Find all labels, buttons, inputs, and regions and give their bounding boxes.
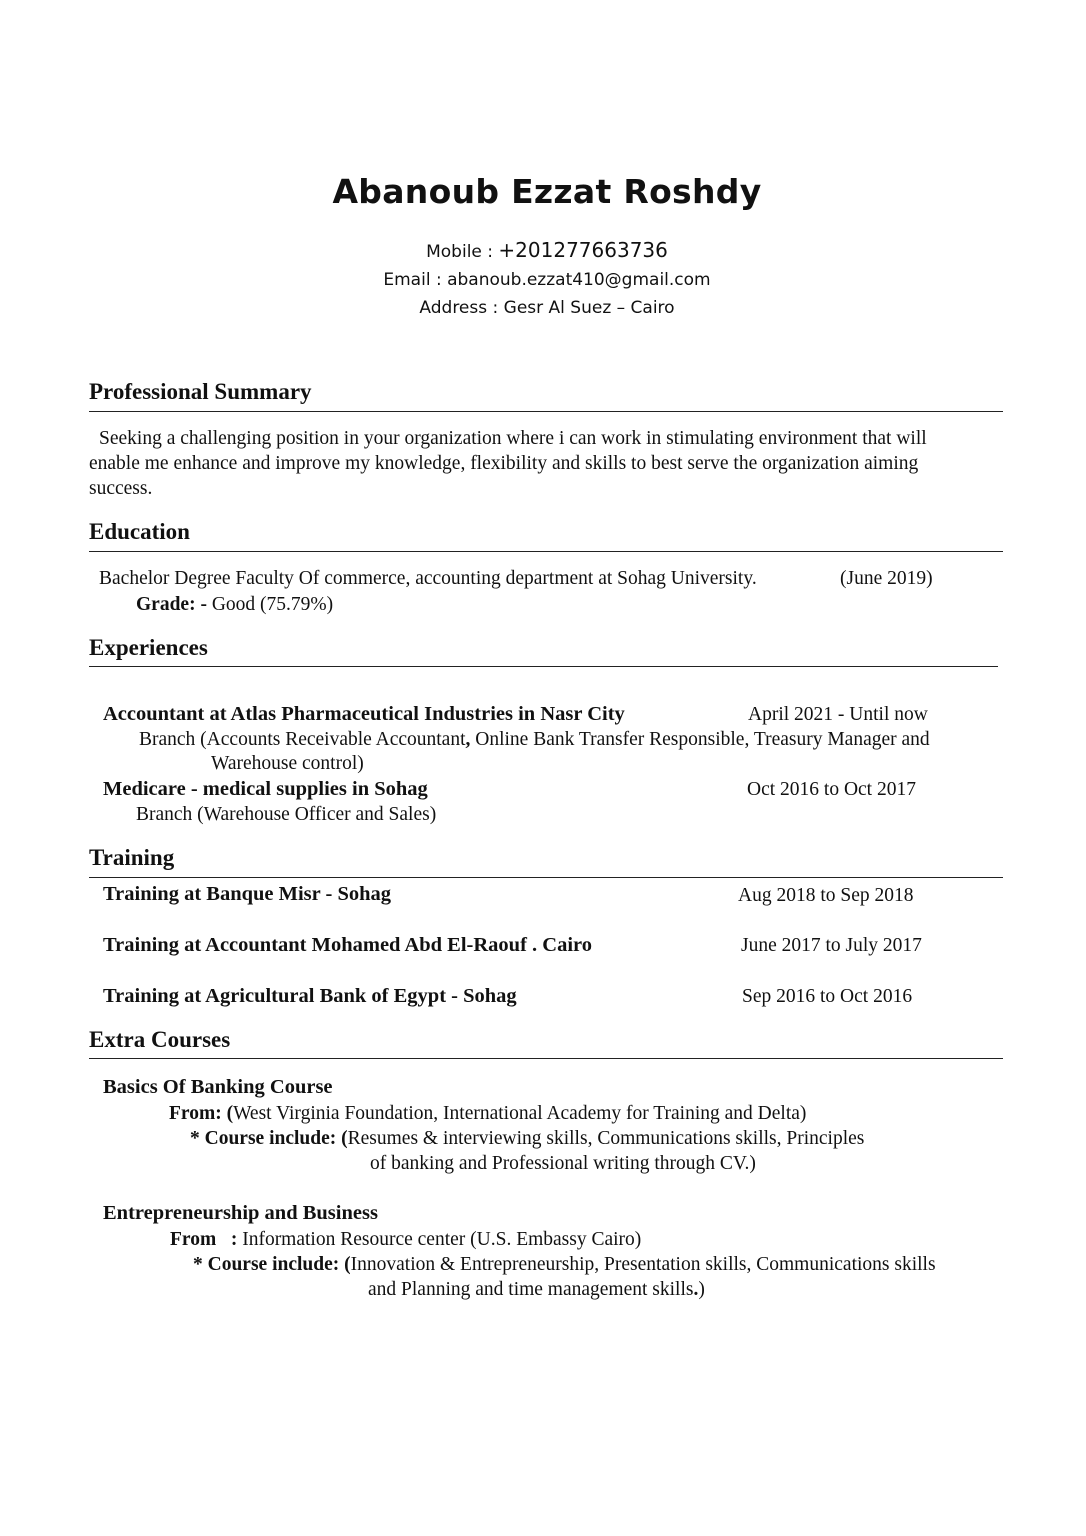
section-divider: [89, 551, 1003, 552]
grade-value: Good (75.79%): [211, 594, 334, 615]
email-value: abanoub.ezzat410@gmail.com: [447, 270, 711, 290]
course-include: * Course include: (Resumes & interviewing skills, Communications skills, Principles: [190, 1128, 865, 1149]
experience-date: Oct 2016 to Oct 2017: [747, 779, 916, 800]
experience-title: Accountant at Atlas Pharmaceutical Industries in Nasr City: [103, 703, 625, 725]
summary-line: enable me enhance and improve my knowledge, flexibility and skills to best serve the organization aiming: [89, 453, 919, 474]
section-heading-education: Education: [89, 519, 190, 544]
experience-detail: Branch (Warehouse Officer and Sales): [136, 804, 437, 825]
section-heading-courses: Extra Courses: [89, 1027, 231, 1052]
grade-label: Grade: -: [136, 594, 207, 615]
course-include: of banking and Professional writing through CV.): [370, 1153, 756, 1174]
section-divider: [89, 411, 1003, 412]
education-degree: Bachelor Degree Faculty Of commerce, accounting department at Sohag University.: [99, 568, 757, 589]
course-include: and Planning and time management skills.): [368, 1279, 705, 1300]
address-value: Gesr Al Suez – Cairo: [503, 298, 675, 318]
summary-line: Seeking a challenging position in your organization where i can work in stimulating environment that will: [99, 428, 927, 449]
experience-date: April 2021 - Until now: [748, 704, 928, 725]
course-include: * Course include: (Innovation & Entrepreneurship, Presentation skills, Communications skills: [193, 1254, 936, 1275]
training-title: Training at Banque Misr - Sohag: [103, 883, 392, 905]
mobile-label: Mobile :: [426, 242, 494, 262]
experience-title: Medicare - medical supplies in Sohag: [103, 778, 428, 800]
education-grade: [136, 594, 333, 616]
training-date: Sep 2016 to Oct 2016: [742, 986, 913, 1007]
experience-detail: Warehouse control): [211, 753, 364, 774]
contact-mobile: [0, 238, 1086, 262]
training-title: Training at Accountant Mohamed Abd El-Raouf . Cairo: [103, 934, 593, 956]
summary-line: success.: [89, 478, 153, 499]
course-title: Entrepreneurship and Business: [103, 1202, 378, 1224]
course-title: Basics Of Banking Course: [103, 1076, 333, 1098]
section-heading-experiences: Experiences: [89, 635, 208, 660]
email-label: Email :: [383, 270, 442, 290]
mobile-value: +201277663736: [498, 238, 668, 262]
section-divider: [89, 877, 1003, 878]
section-heading-training: Training: [89, 845, 175, 870]
candidate-name: Abanoub Ezzat Roshdy: [332, 172, 762, 211]
section-heading-summary: Professional Summary: [89, 379, 312, 404]
training-date: June 2017 to July 2017: [741, 935, 922, 956]
education-date: (June 2019): [840, 568, 933, 589]
course-from: From : Information Resource center (U.S. Embassy Cairo): [170, 1229, 642, 1250]
address-label: Address :: [419, 298, 499, 318]
training-date: Aug 2018 to Sep 2018: [738, 885, 914, 906]
training-title: Training at Agricultural Bank of Egypt - Sohag: [103, 985, 517, 1007]
contact-address: [0, 298, 1086, 318]
experience-detail: Branch (Accounts Receivable Accountant, Online Bank Transfer Responsible, Treasury Manager and: [139, 729, 930, 750]
course-from: From: (West Virginia Foundation, International Academy for Training and Delta): [169, 1103, 807, 1124]
section-divider: [89, 666, 998, 667]
section-divider: [89, 1058, 1003, 1059]
contact-email: [0, 270, 1086, 290]
